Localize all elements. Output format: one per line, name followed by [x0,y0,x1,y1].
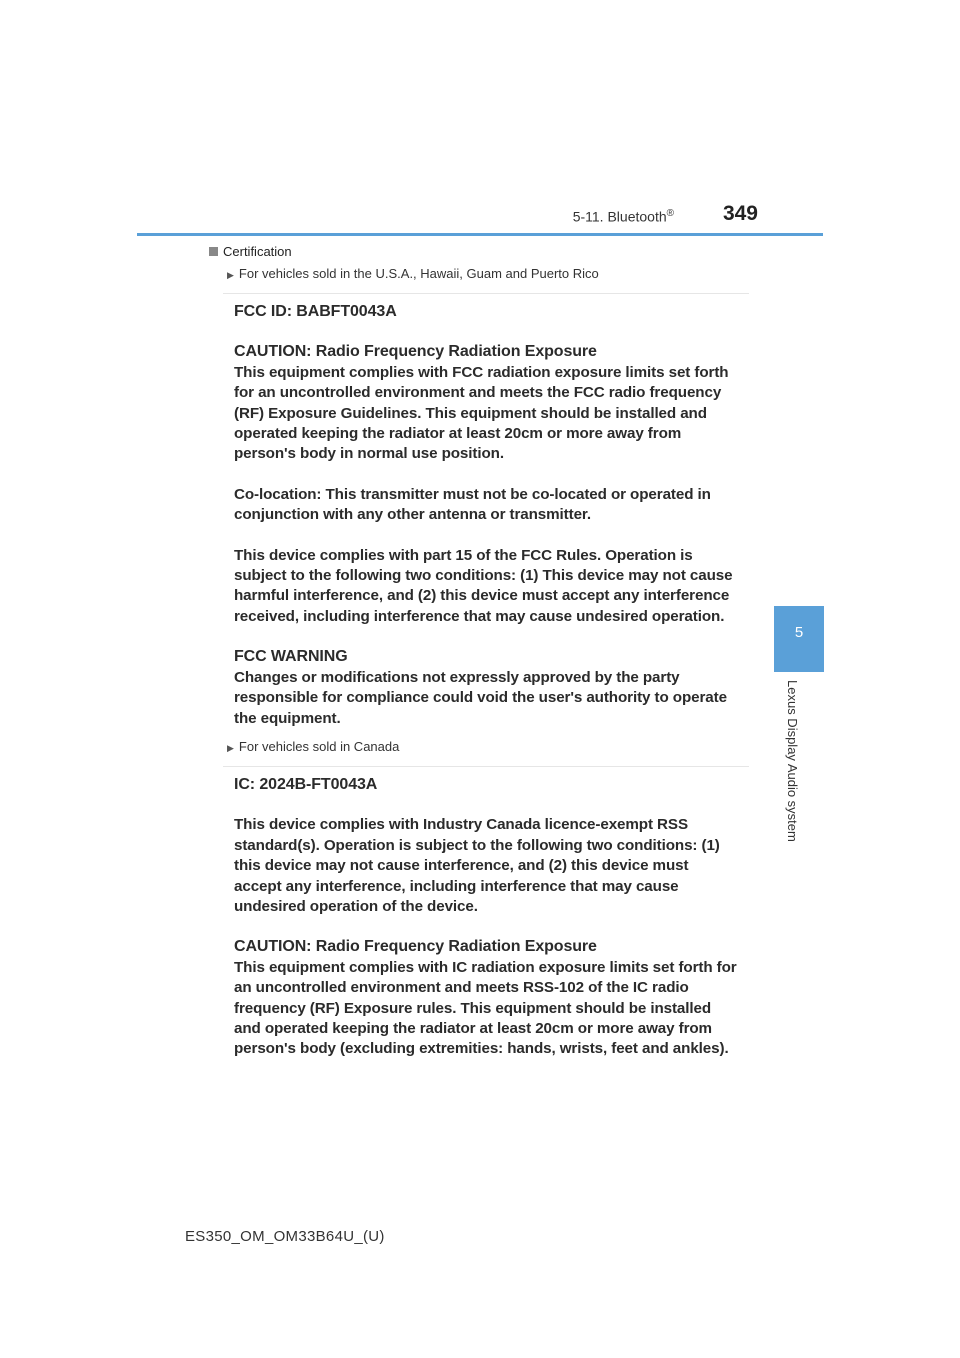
us-caution-line: operated keeping the radiator at least 20cm or more away from [234,425,682,443]
ca-caution-line: and operated keeping the radiator at least 20cm or more away from [234,1020,712,1038]
us-bullet [227,266,599,281]
page-header [0,196,822,236]
chapter-title [785,680,812,856]
rss-line: undesired operation of the device. [234,898,478,916]
rss-line: standard(s). Operation is subject to the following two conditions: (1) [234,836,720,854]
rss-line: accept any interference, including interference that may cause [234,877,679,895]
ic-id: IC: 2024B-FT0043A [234,776,378,793]
us-caution-line: for an uncontrolled environment and meets the FCC radio frequency [234,384,722,402]
us-bullet-text: For vehicles sold in the U.S.A., Hawaii, Guam and Puerto Rico [238,266,599,281]
certification-heading-text: Certification [223,244,292,259]
header-rule [137,233,823,236]
rss-line: this device may not cause interference, and (2) this device must [234,857,689,875]
canada-bullet-text: For vehicles sold in Canada [238,739,400,754]
registered-mark: ® [666,208,674,219]
us-caution-line: (RF) Exposure Guidelines. This equipment should be installed and [234,404,707,422]
chapter-tab [774,606,824,672]
us-caution-heading: CAUTION: Radio Frequency Radiation Exposure [234,343,597,361]
chapter-number: 5 [794,624,804,641]
part15-line: subject to the following two conditions: (1) This device may not cause [234,567,733,585]
ca-caution-line: an uncontrolled environment and meets RSS-102 of the IC radio [234,979,689,997]
ca-caution-heading: CAUTION: Radio Frequency Radiation Exposure [234,938,597,956]
section-heading [573,208,674,225]
canada-bullet [227,739,399,754]
document-code: ES350_OM_OM33B64U_(U) [185,1228,385,1245]
page-number: 349 [722,202,758,225]
fcc-label [223,293,749,730]
colocation-line: conjunction with any other antenna or transmitter. [234,506,592,524]
part15-line: This device complies with part 15 of the FCC Rules. Operation is [234,546,693,564]
certification-heading [209,244,292,259]
fcc-warning-line: Changes or modifications not expressly approved by the party [234,668,680,686]
part15-line: harmful interference, and (2) this device must accept any interference [234,587,730,605]
chapter-title-text: Lexus Display Audio system [785,680,800,842]
colocation-line: Co-location: This transmitter must not be co-located or operated in [234,485,711,503]
ca-caution-line: This equipment complies with IC radiation exposure limits set forth for [234,958,737,976]
us-caution-line: person's body in normal use position. [234,445,504,463]
part15-line: received, including interference that may cause undesired operation. [234,607,725,625]
triangle-right-icon: ▶ [227,270,234,280]
fcc-warning-heading: FCC WARNING [234,648,348,666]
rss-line: This device complies with Industry Canada licence-exempt RSS [234,816,688,834]
square-bullet-icon [209,247,218,256]
section-heading-text: 5-11. Bluetooth [572,208,667,225]
ic-label [223,766,749,1066]
us-caution-line: This equipment complies with FCC radiation exposure limits set forth [234,363,729,381]
fcc-warning-line: responsible for compliance could void the user's authority to operate [234,689,727,707]
triangle-right-icon: ▶ [227,743,234,753]
fcc-warning-line: the equipment. [234,709,341,727]
ca-caution-line: person's body (excluding extremities: hands, wrists, feet and ankles). [234,1040,729,1058]
fcc-id: FCC ID: BABFT0043A [234,303,397,320]
ca-caution-line: frequency (RF) Exposure rules. This equipment should be installed [234,999,712,1017]
